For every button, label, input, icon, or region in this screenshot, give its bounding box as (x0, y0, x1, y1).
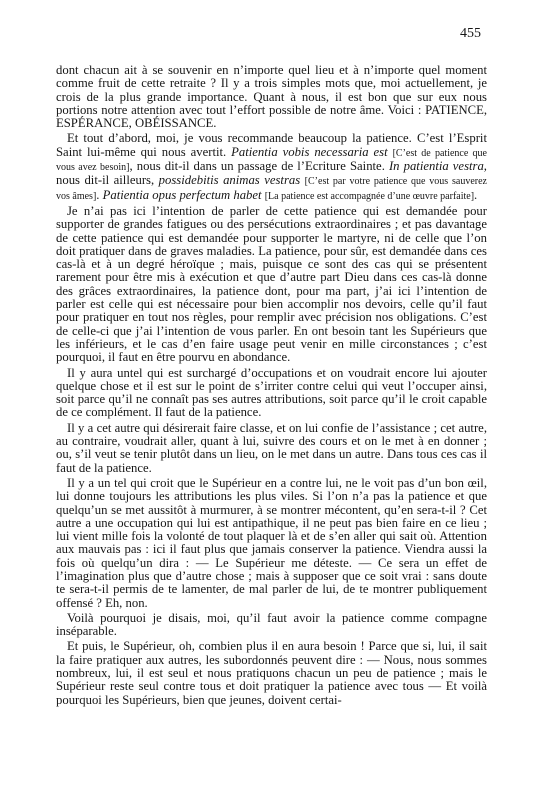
paragraph (56, 64, 487, 130)
paragraph-text: Et puis, le Supérieur, oh, combien plus il en aura besoin ! Parce que si, lui, il sait la faire pratiquer aux autres, les subordonnés peuvent dire : — Nous, nous sommes nombreux, lui, il est seul et nous pratiquons chacun un peu de patience ; mais le Supérieur reste seul contre tous et doit pratiquer la patience avec tous — Et voilà pourquoi les Supérieurs, bien que jeunes, doivent certai- (56, 639, 487, 707)
paragraph-text: Je n’ai pas ici l’intention de parler de cette patience qui est demandée pour supporter de grandes fatigues ou des persécutions extraordinaires ; et pas davantage de cette patience qui est demandée pour supporter le martyre, ni de celle que l’on doit pratiquer dans de graves maladies. La patience, pour sûr, est demandée dans ces cas-là et à un degré héroïque ; mais, puisque ce sont des cas qui se présentent rarement pour être mis à exécution et que d’autre part Dieu dans ces cas-là donne des grâces extraordinaires, la patience dont, pour ma part, j’ai ici l’intention de parler est celle qui est nécessaire pour bien accomplir nos devoirs, celle qu’il faut pour pratiquer en tout nos règles, pour remplir avec précision nos obligations. C’est de celle-ci que j’ai l’intention de vous parler. En ont besoin tant les Supérieurs que les inférieurs, et le cas d’en faire usage peut venir en mille circonstances ; c’est pourquoi, il faut en être pourvu en abondance. (56, 203, 487, 365)
paragraph (56, 422, 487, 475)
paragraph-text: Il y aura untel qui est surchargé d’occupations et on voudrait encore lui ajouter quelque chose et il est sur le point de s’irriter contre celui qui veut l’occuper ainsi, soit parce qu’il ne connaît pas ses autres attributions, soit parce qu’il le croit capable de ce complément. Il faut de la patience. (56, 365, 487, 420)
paragraph (56, 477, 487, 610)
paragraph-text: dont chacun ait à se souvenir en n’importe quel lieu et à n’importe quel moment comme fruit de cette retraite ? Il y a trois simples mots que, moi actuellement, je crois de la plus grande importance. Quant à nous, il est bon que sur eux nous portions notre attention avec tout l’effort possible de notre âme. Voici : PATIENCE, ESPÉRANCE, OBÉISSANCE. (56, 63, 487, 131)
page-body (56, 64, 487, 709)
paragraph-text: nous dit-il ailleurs, (56, 173, 159, 188)
translation-note: [C’est par votre patience que vous sauverez vos âmes] (56, 176, 487, 202)
paragraph (56, 640, 487, 706)
translation-note: [C’est de patience que vous avez besoin] (56, 147, 487, 174)
paragraph (56, 367, 487, 420)
paragraph-text: Il y a cet autre qui désirerait faire classe, et on lui confie de l’assistance ; cet autre, au contraire, voudrait aller, quant à lui, suivre des cours et on le met à en donner ; ou, s’il veut se tenir plutôt dans un lieu, on le met dans un autre. Dans tous ces cas il faut de la patience. (56, 420, 487, 475)
page-number: 455 (460, 26, 481, 41)
latin-quotation: In patientia vestra, (388, 159, 487, 174)
paragraph-text: Et tout d’abord, moi, je vous recommande beaucoup la patience. C’est l’Esprit Saint lui-même qui nous avertit. (56, 131, 487, 159)
paragraph (56, 612, 487, 639)
latin-quotation: possidebitis animas vestras (158, 173, 301, 188)
paragraph-text: Il y a un tel qui croit que le Supérieur en a contre lui, ne le voit pas d’un bon œil, lui donne toujours les attributions les plus viles. Si l’on n’a pas la patience et que quelqu’un se met aussitôt à murmurer, à se montrer mécontent, qu’en sera-t-il ? Cet autre a une occupation qui lui est antipathique, il ne peut pas bien faire en ce lieu ; lui vient mille fois la volonté de tout plaquer là et de s’en aller qui sait où. Attention aux mauvais pas : ici il faut plus que jamais conserver la patience. Viendra aussi la fois où quelqu’un dira : — Le Supérieur me déteste. — Ce sera un effet de l’imagination plus que d’autre chose ; mais à supposer que ce soit vrai : sans doute te sera-t-il permis de te lamenter, de mal parler de lui, de te montrer publiquement offensé ? Eh, non. (56, 475, 487, 610)
latin-quotation: Patientia vobis necessaria est (231, 144, 388, 159)
latin-quotation: Patientia opus perfectum habet (102, 187, 262, 202)
paragraph-text: . (96, 187, 103, 202)
paragraph (56, 132, 487, 202)
paragraph-text: . (474, 187, 478, 202)
translation-note: [La patience est accompagnée d’une œuvre parfaite] (264, 190, 475, 202)
paragraph-text: , nous dit-il dans un passage de l’Ecriture Sainte. (129, 159, 389, 174)
paragraph-text: Voilà pourquoi je disais, moi, qu’il faut avoir la patience comme compagne inséparable. (56, 610, 487, 639)
paragraph (56, 205, 487, 365)
